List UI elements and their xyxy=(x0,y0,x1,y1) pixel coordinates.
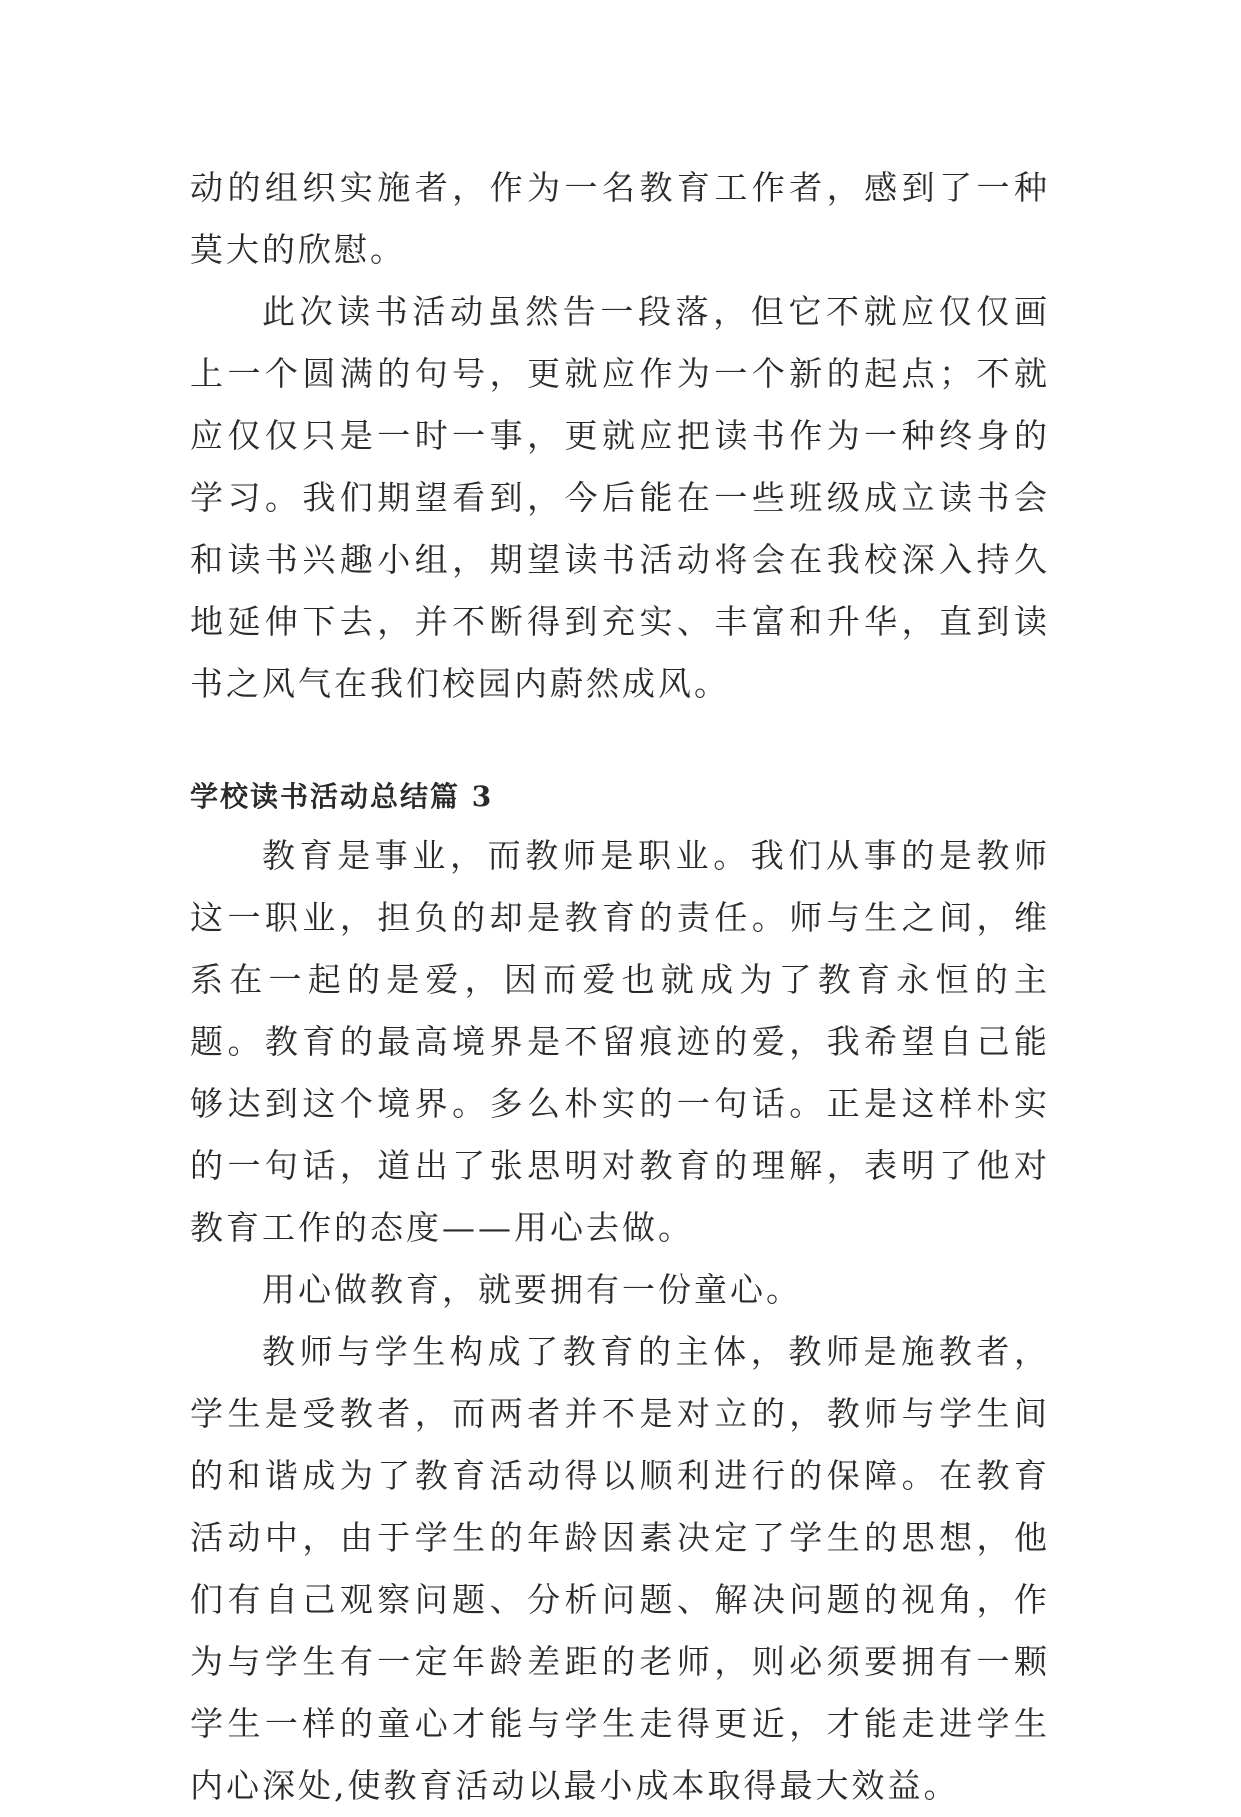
section-title: 学校读书活动总结篇 3 xyxy=(190,780,494,813)
paragraph-education-love: 教育是事业，而教师是职业。我们从事的是教师这一职业，担负的却是教育的责任。师与生之间，维系在一起的是爱，因而爱也就成为了教育永恒的主题。教育的最高境界是不留痕迹的爱，我希望自己能够达到这个境界。多么朴实的一句话。正是这样朴实的一句话，道出了张思明对教育的理解，表明了他对教育工作的态度——用心去做。 xyxy=(190,836,1050,1247)
document-body xyxy=(190,157,1050,1817)
paragraph-continuation: 动的组织实施者，作为一名教育工作者，感到了一种莫大的欣慰。 xyxy=(190,168,1050,269)
paragraph-childlike-heart: 用心做教育，就要拥有一份童心。 xyxy=(262,1270,802,1309)
paragraph-reading-activity-outlook: 此次读书活动虽然告一段落，但它不就应仅仅画上一个圆满的句号，更就应作为一个新的起点；不就应仅仅只是一时一事，更就应把读书作为一种终身的学习。我们期望看到，今后能在一些班级成立读书会和读书兴趣小组，期望读书活动将会在我校深入持久地延伸下去，并不断得到充实、丰富和升华，直到读书之风气在我们校园内蔚然成风。 xyxy=(190,292,1050,703)
paragraph-teacher-student: 教师与学生构成了教育的主体，教师是施教者，学生是受教者，而两者并不是对立的，教师与学生间的和谐成为了教育活动得以顺利进行的保障。在教育活动中，由于学生的年龄因素决定了学生的思想，他们有自己观察问题、分析问题、解决问题的视角，作为与学生有一定年龄差距的老师，则必须要拥有一颗学生一样的童心才能与学生走得更近，才能走进学生内心深处,使教育活动以最小成本取得最大效益。 xyxy=(190,1332,1050,1805)
